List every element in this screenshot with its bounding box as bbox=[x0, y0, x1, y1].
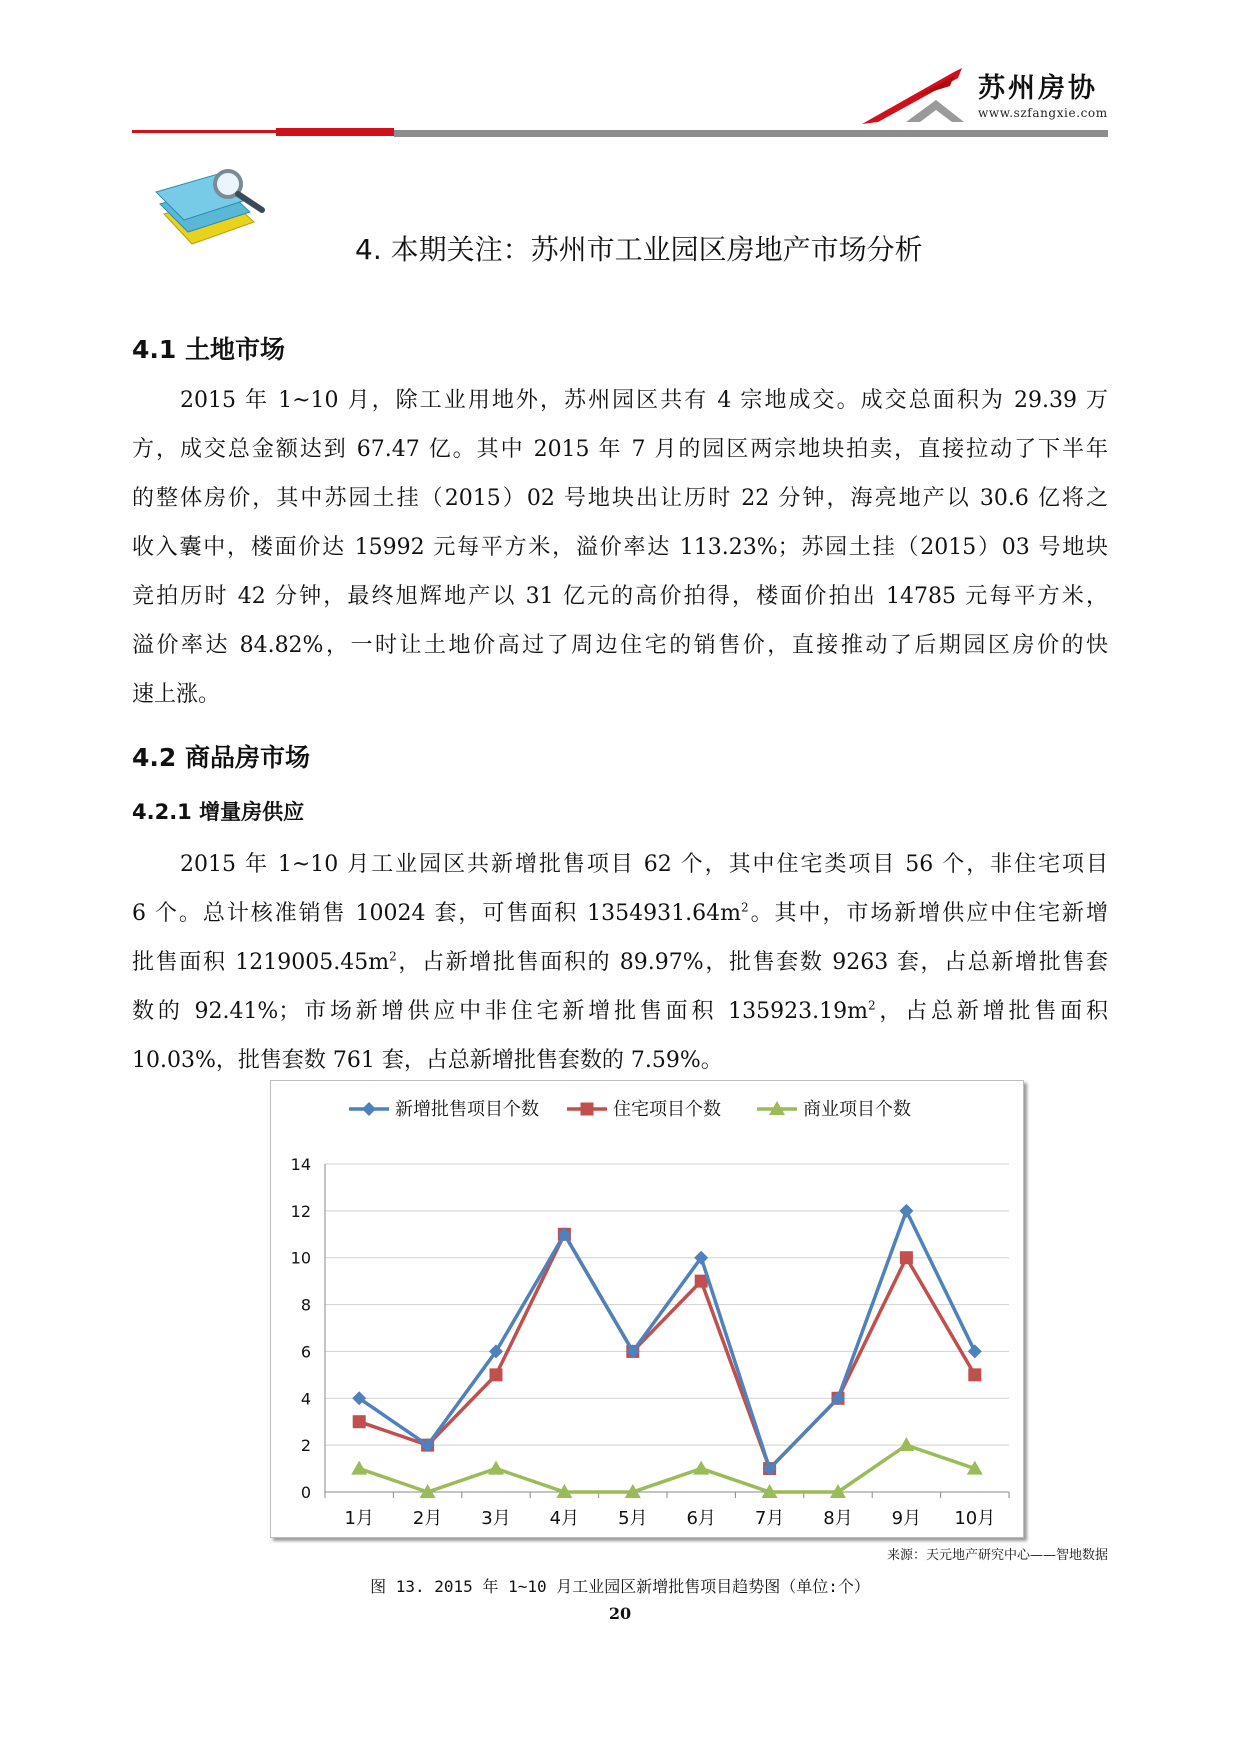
brand-name: 苏州房协 bbox=[978, 73, 1098, 104]
x-tick-label: 7月 bbox=[754, 1508, 785, 1529]
x-tick-label: 2月 bbox=[412, 1508, 443, 1529]
books-magnifier-icon bbox=[150, 166, 268, 246]
data-point bbox=[898, 1437, 914, 1451]
y-tick-label: 14 bbox=[290, 1155, 311, 1174]
text-line: 2015 年 1~10 月工业园区共新增批售项目 62 个，其中住宅类项目 56 个，非住宅项目 bbox=[180, 852, 1108, 877]
data-point bbox=[968, 1344, 982, 1358]
paragraph-land-market bbox=[132, 376, 1108, 719]
figure-caption: 图 13. 2015 年 1~10 月工业园区新增批售项目趋势图（单位:个） bbox=[370, 1577, 870, 1596]
text-line: 批售面积 $1219005.45m^2$，占新增批售面积的 89.97%，批售套数 9263 套，占总新增批售套 bbox=[132, 949, 1108, 975]
data-point bbox=[353, 1415, 366, 1428]
text-line: 数的 92.41%；市场新增供应中非住宅新增批售面积 $135923.19m^2$，占总新增批售面积 bbox=[132, 998, 1108, 1024]
x-tick-label: 1月 bbox=[344, 1508, 374, 1529]
y-tick-label: 6 bbox=[300, 1342, 311, 1362]
header-rule-grey bbox=[394, 130, 1108, 137]
page-number: 20 bbox=[608, 1604, 632, 1623]
heading-housing-market: 4.2 商品房市场 bbox=[132, 743, 310, 772]
data-point bbox=[351, 1461, 367, 1475]
legend-marker bbox=[362, 1102, 376, 1116]
text-line: 收入囊中，楼面价达 15992 元每平方米，溢价率达 113.23%；苏园土挂（2015）03 号地块 bbox=[132, 535, 1108, 560]
logo-pen-icon bbox=[858, 66, 970, 128]
text-line: 2015 年 1~10 月，除工业用地外，苏州园区共有 4 宗地成交。成交总面积为 29.39 万 bbox=[180, 388, 1108, 413]
y-tick-label: 2 bbox=[300, 1436, 311, 1456]
brand-url: www.szfangxie.com bbox=[978, 106, 1108, 120]
y-tick-label: 8 bbox=[300, 1295, 311, 1315]
y-tick-label: 10 bbox=[290, 1248, 311, 1268]
series-line-2 bbox=[359, 1445, 975, 1492]
text-line: 10.03%，批售套数 761 套，占总新增批售套数的 7.59%。 bbox=[132, 1048, 723, 1073]
heading-new-supply: 4.2.1 增量房供应 bbox=[132, 800, 305, 824]
legend-label: 新增批售项目个数 bbox=[395, 1099, 539, 1120]
y-tick-label: 12 bbox=[290, 1201, 311, 1221]
data-point bbox=[900, 1251, 913, 1264]
header-rule-red-thick bbox=[276, 128, 394, 136]
data-point bbox=[968, 1368, 981, 1381]
legend-marker bbox=[581, 1103, 594, 1116]
text-line: 速上涨。 bbox=[132, 682, 221, 707]
paragraph-new-supply bbox=[132, 840, 1108, 1085]
legend-label: 商业项目个数 bbox=[803, 1099, 911, 1120]
heading-land-market: 4.1 土地市场 bbox=[132, 335, 285, 364]
y-tick-label: 4 bbox=[300, 1389, 311, 1409]
x-tick-label: 10月 bbox=[954, 1508, 996, 1529]
series-line-0 bbox=[359, 1211, 975, 1469]
x-tick-label: 9月 bbox=[891, 1508, 922, 1529]
chart-source: 来源：天元地产研究中心——智地数据 bbox=[886, 1548, 1108, 1563]
x-tick-label: 8月 bbox=[823, 1508, 853, 1529]
x-tick-label: 4月 bbox=[549, 1508, 580, 1529]
x-tick-label: 5月 bbox=[618, 1508, 648, 1529]
section-title: 4. 本期关注：苏州市工业园区房地产市场分析 bbox=[355, 233, 923, 266]
line-chart bbox=[271, 1081, 1023, 1537]
text-line: 方，成交总金额达到 67.47 亿。其中 2015 年 7 月的园区两宗地块拍卖，直接拉动了下半年 bbox=[132, 437, 1108, 462]
data-point bbox=[488, 1461, 504, 1475]
legend-label: 住宅项目个数 bbox=[613, 1099, 721, 1120]
data-point bbox=[899, 1204, 913, 1218]
text-line: 6 个。总计核准销售 10024 套，可售面积 $1354931.64m^2$。其中，市场新增供应中住宅新增 bbox=[132, 900, 1108, 926]
data-point bbox=[490, 1368, 503, 1381]
y-tick-label: 0 bbox=[300, 1483, 311, 1502]
text-line: 溢价率达 84.82%，一时让土地价高过了周边住宅的销售价，直接推动了后期园区房价的快 bbox=[132, 633, 1108, 658]
text-line: 竞拍历时 42 分钟，最终旭辉地产以 31 亿元的高价拍得，楼面价拍出 14785 元每平方米， bbox=[132, 584, 1108, 609]
chart-frame bbox=[270, 1080, 1024, 1538]
data-point bbox=[693, 1461, 709, 1475]
text-line: 的整体房价，其中苏园土挂（2015）02 号地块出让历时 22 分钟，海亮地产以 30.6 亿将之 bbox=[132, 486, 1108, 511]
x-tick-label: 6月 bbox=[686, 1508, 716, 1529]
x-tick-label: 3月 bbox=[481, 1508, 511, 1529]
